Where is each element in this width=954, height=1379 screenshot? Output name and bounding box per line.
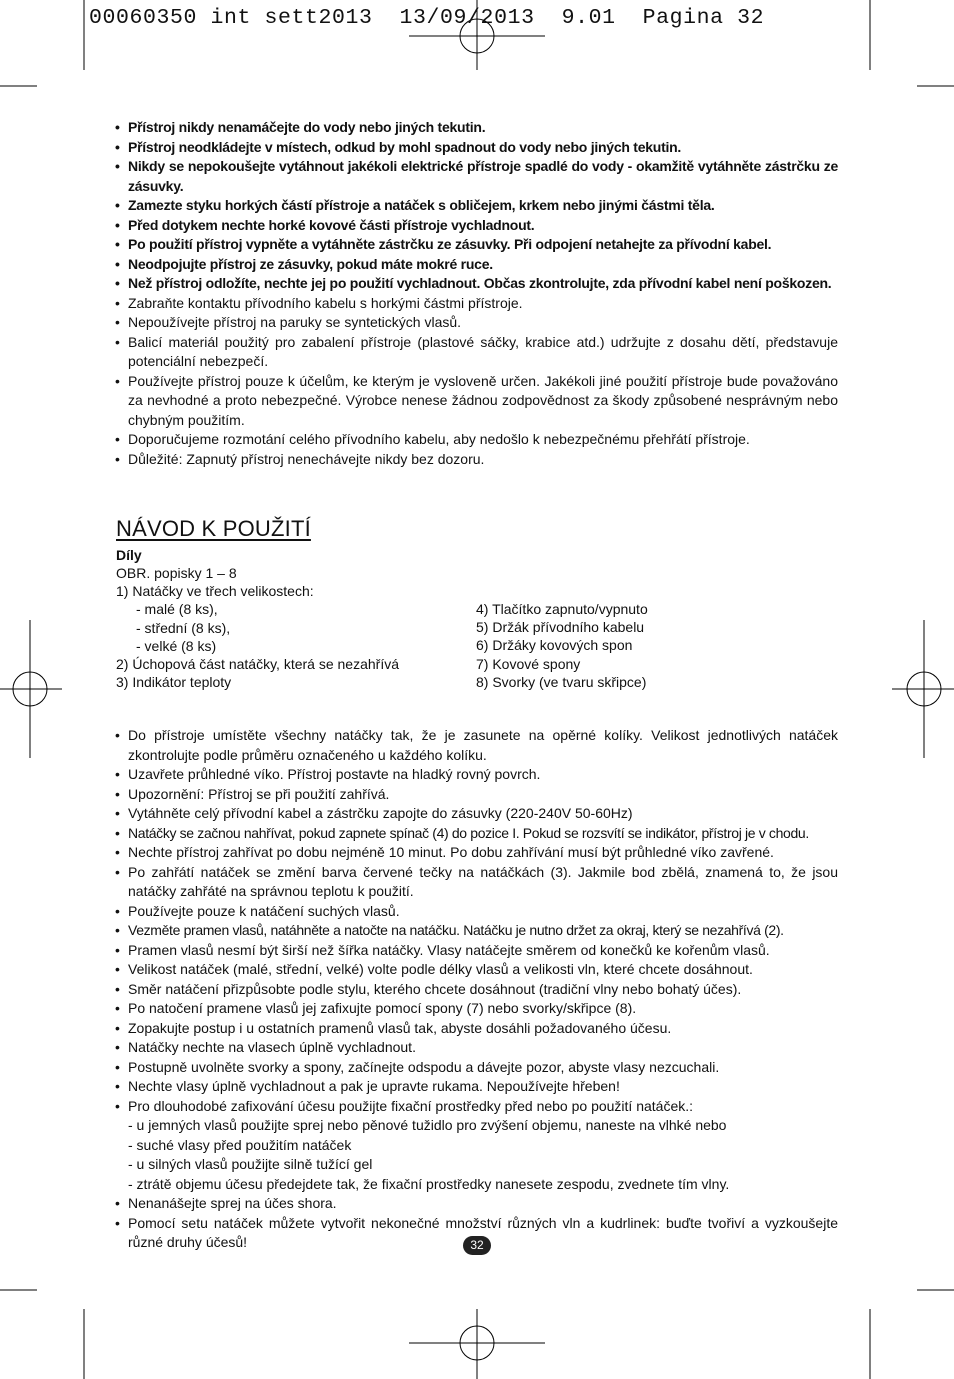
step-item (114, 1077, 838, 1097)
part-item: 6) Držáky kovových spon (476, 637, 633, 654)
step-item (114, 921, 838, 941)
safety-warnings-list (114, 118, 838, 469)
part-item: 4) Tlačítko zapnuto/vypnuto (476, 601, 648, 617)
part-item: 1) Natáčky ve třech velikostech: (116, 583, 314, 600)
step-text: Nenanášejte sprej na účes shora. (128, 1195, 337, 1211)
parts-list (114, 564, 838, 714)
step-item (114, 843, 838, 863)
step-item (114, 1058, 838, 1078)
warning-item: • Balicí materiál použitý pro zabalení přístroje (plastové sáčky, krabice atd.) udržujte z dosahu dětí, představuje potenciální nebezpečí. (114, 333, 838, 372)
step-text: Do přístroje umístěte všechny natáčky tak, že je zasunete na opěrné kolíky. Velikost jednotlivých natáček zkontrolujte podle průměru označeného u každého kolíku. (128, 727, 838, 763)
warning-item: • Doporučujeme rozmotání celého přívodního kabelu, aby nedošlo k nebezpečnému přehřátí přístroje. (114, 430, 838, 450)
parts-heading: Díly (116, 547, 142, 563)
step-item (114, 980, 838, 1000)
step-item (114, 804, 838, 824)
page-number-badge: 32 (463, 1236, 491, 1255)
parts-column-right (476, 600, 776, 691)
part-item: - velké (8 ks) (136, 637, 217, 654)
step-text: Nechte vlasy úplně vychladnout a pak je upravte rukama. Nepoužívejte hřeben! (128, 1078, 620, 1094)
part-item: 2) Úchopová část natáčky, která se nezahřívá (116, 656, 399, 673)
step-text: Pramen vlasů nesmí být širší než šířka natáčky. Vlasy natáčejte směrem od konečků ke kořenům vlasů. (128, 941, 770, 958)
step-text: Postupně uvolněte svorky a spony, začínejte odspodu a dávejte pozor, abyste vlasy nezcuchali. (128, 1058, 720, 1075)
step-text: Natáčky nechte na vlasech úplně vychladnout. (128, 1039, 416, 1055)
step-item (114, 785, 838, 805)
part-item: - střední (8 ks), (136, 619, 231, 636)
step-text: Upozornění: Přístroj se při použití zahřívá. (128, 785, 390, 802)
usage-steps-list (114, 726, 838, 1253)
step-item (114, 1097, 838, 1195)
step-text: Po zahřátí natáček se změní barva červené tečky na natáčkách (3). Jakmile bod zbělá, znamená to, že jsou natáčky zahřáté na správnou teplotu k použití. (128, 863, 838, 899)
section-title: NÁVOD K POUŽITÍ (116, 516, 311, 541)
step-subitem: - ztrátě objemu účesu předejdete tak, že fixační prostředky nanesete zespodu, zvednete tím vlny. (128, 1175, 730, 1192)
step-item (114, 941, 838, 961)
step-item (114, 999, 838, 1019)
step-subitem: - u jemných vlasů použijte sprej nebo pěnové tužidlo pro zvýšení objemu, naneste na vlhké nebo (128, 1117, 727, 1133)
warning-item: • Důležité: Zapnutý přístroj nenechávejte nikdy bez dozoru. (114, 450, 838, 470)
step-subitem: - u silných vlasů použijte silně tužící gel (128, 1156, 373, 1172)
warning-item: • Zamezte styku horkých částí přístroje a natáček s obličejem, krkem nebo jinými částmi těla. (114, 196, 838, 216)
step-text: Pro dlouhodobé zafixování účesu použijte fixační prostředky před nebo po použití natáček.: (128, 1097, 694, 1114)
warning-item: • Používejte přístroj pouze k účelům, ke kterým je vysloveně určen. Jakékoli jiné použití přístroje bude považováno za nevhodné a proto nebezpečné. Výrobce nenese žádnou zodpovědnost za škody způsobené nesprávným nebo chybným použitím. (114, 372, 838, 431)
step-text: Nechte přístroj zahřívat po dobu nejméně 10 minut. Po dobu zahřívání musí být průhledné víko zavřené. (128, 844, 774, 860)
warning-item: • Neodpojujte přístroj ze zásuvky, pokud máte mokré ruce. (114, 255, 838, 275)
step-text: Vytáhněte celý přívodní kabel a zástrčku zapojte do zásuvky (220-240V 50-60Hz) (128, 805, 633, 821)
warning-item: • Nepoužívejte přístroj na paruky se syntetických vlasů. (114, 313, 838, 333)
warning-item: • Nikdy se nepokoušejte vytáhnout jakékoli elektrické přístroje spadlé do vody - okamžitě vytáhněte zástrčku ze zásuvky. (114, 157, 838, 196)
warning-item: • Než přístroj odložíte, nechte jej po použití vychladnout. Občas zkontrolujte, zda přívodní kabel není poškozen. (114, 274, 838, 294)
step-text: Zopakujte postup i u ostatních pramenů vlasů tak, abyste dosáhli požadovaného účesu. (128, 1019, 672, 1036)
warning-item: • Před dotykem nechte horké kovové části přístroje vychladnout. (114, 216, 838, 236)
page-content (114, 118, 838, 1253)
step-text: Uzavřete průhledné víko. Přístroj postavte na hladký rovný povrch. (128, 766, 541, 782)
step-text: Používejte pouze k natáčení suchých vlasů. (128, 902, 400, 919)
part-item: 7) Kovové spony (476, 655, 581, 672)
part-item: - malé (8 ks), (136, 601, 218, 618)
parts-column-left (116, 564, 466, 691)
step-item (114, 902, 838, 922)
step-text: Po natočení pramene vlasů jej zafixujte pomocí spony (7) nebo svorky/skřipce (8). (128, 1000, 637, 1016)
step-item (114, 765, 838, 785)
part-item: 5) Držák přívodního kabelu (476, 619, 645, 636)
warning-item: • Zabraňte kontaktu přívodního kabelu s horkými částmi přístroje. (114, 294, 838, 314)
step-text: Natáčky se začnou nahřívat, pokud zapnete spínač (4) do pozice I. Pokud se rozsvítí se indikátor, přístroj je v chodu. (128, 824, 809, 841)
step-item (114, 824, 838, 844)
step-item (114, 1194, 838, 1214)
step-text: Velikost natáček (malé, střední, velké) volte podle délky vlasů a velikosti vln, které chcete dosáhnout. (128, 961, 753, 977)
part-item: 3) Indikátor teploty (116, 674, 232, 691)
step-item (114, 863, 838, 902)
step-text: Směr natáčení přizpůsobte podle stylu, kterého chcete dosáhnout (tradiční vlny nebo bohatý účes). (128, 980, 742, 997)
step-item (114, 1038, 838, 1058)
warning-item: • Přístroj nikdy nenamáčejte do vody nebo jiných tekutin. (114, 118, 838, 138)
warning-item: • Po použití přístroj vypněte a vytáhněte zástrčku ze zásuvky. Při odpojení netahejte za přívodní kabel. (114, 235, 838, 255)
step-text: Pomocí setu natáček můžete vytvořit nekonečné množství různých vln a kudrlinek: buďte tvořiví a vyzkoušejte různé druhy účesů! (128, 1214, 838, 1250)
part-item: 8) Svorky (ve tvaru skřipce) (476, 673, 647, 690)
step-text: Vezměte pramen vlasů, natáhněte a natočte na natáčku. Natáčku je nutno držet za okraj, který se nezahřívá (2). (128, 922, 784, 938)
warning-item: • Přístroj neodkládejte v místech, odkud by mohl spadnout do vody nebo jiných tekutin. (114, 138, 838, 158)
print-slug-line: 00060350 int sett2013 13/09/2013 9.01 Pagina 32 (89, 6, 765, 30)
step-subitem: - suché vlasy před použitím natáček (128, 1136, 352, 1153)
step-item (114, 1019, 838, 1039)
step-item (114, 960, 838, 980)
step-item (114, 726, 838, 765)
part-item: OBR. popisky 1 – 8 (116, 565, 237, 581)
